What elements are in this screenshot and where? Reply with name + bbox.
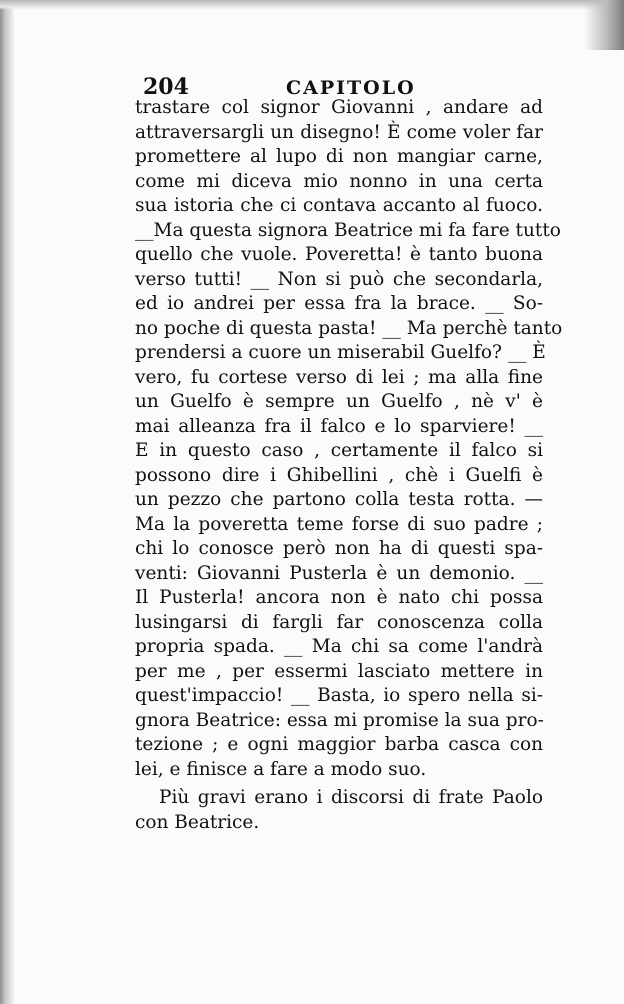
text-line: possono dire i Ghibellini , chè i Guelfi è	[135, 464, 543, 486]
text-line: promettere al lupo di non mangiar carne,	[135, 146, 543, 167]
text-line: gnora Beatrice: essa mi promise la sua pro-	[135, 709, 544, 731]
text-line: vero, fu cortese verso di lei ; ma alla fine	[135, 366, 543, 388]
running-head: CAPITOLO	[286, 77, 416, 99]
body-text	[135, 96, 563, 835]
text-line: trastare col signor Giovanni , andare ad	[135, 97, 543, 118]
text-line: ed io andrei per essa fra la brace. __ So-	[135, 293, 543, 314]
text-line: lei, e finisce a fare a modo suo.	[135, 758, 427, 780]
text-line: sua istoria che ci contava accanto al fuoco.	[135, 195, 543, 216]
text-line: no poche di questa pasta! __ Ma perchè tanto	[135, 317, 563, 339]
text-line: lusingarsi di fargli far conoscenza colla	[135, 611, 543, 633]
text-line: un pezzo che partono colla testa rotta. —	[135, 489, 543, 510]
text-line: chi lo conosce però non ha di questi spa-	[135, 538, 543, 559]
paragraph	[135, 96, 563, 782]
text-line: per me , per essermi lasciato mettere in	[135, 660, 543, 682]
text-line: verso tutti! __ Non si può che secondarla,	[135, 268, 543, 290]
text-line: con Beatrice.	[135, 811, 260, 833]
page-number: 204	[143, 74, 189, 100]
paragraph	[135, 786, 543, 835]
text-line: tezione ; e ogni maggior barba casca con	[135, 734, 543, 755]
page-corner-shadow	[584, 0, 624, 50]
page-edge-shadow-top	[0, 0, 624, 10]
text-line: quest'impaccio! __ Basta, io spero nella si-	[135, 685, 543, 706]
page-edge-shadow-left	[0, 0, 14, 1004]
text-line: propria spada. __ Ma chi sa come l'andrà	[135, 636, 543, 657]
text-line: mai alleanza fra il falco e lo sparviere! __	[135, 415, 543, 437]
text-line: Ma la poveretta teme forse di suo padre ;	[135, 513, 543, 535]
text-line: __Ma questa signora Beatrice mi fa fare tutto	[135, 219, 561, 241]
text-line: Il Pusterla! ancora non è nato chi possa	[135, 587, 543, 608]
text-line: come mi diceva mio nonno in una certa	[135, 170, 543, 192]
text-line: attraversargli un disegno! È come voler far	[135, 121, 543, 143]
text-line: quello che vuole. Poveretta! è tanto buona	[135, 244, 543, 265]
text-line: venti: Giovanni Pusterla è un demonio. __	[135, 562, 543, 584]
text-line: prendersi a cuore un miserabil Guelfo? __ È	[135, 342, 546, 363]
text-line: E in questo caso , certamente il falco si	[135, 440, 543, 461]
text-line: Più gravi erano i discorsi di frate Paolo	[159, 787, 543, 808]
text-line: un Guelfo è sempre un Guelfo , nè v' è	[135, 391, 543, 412]
